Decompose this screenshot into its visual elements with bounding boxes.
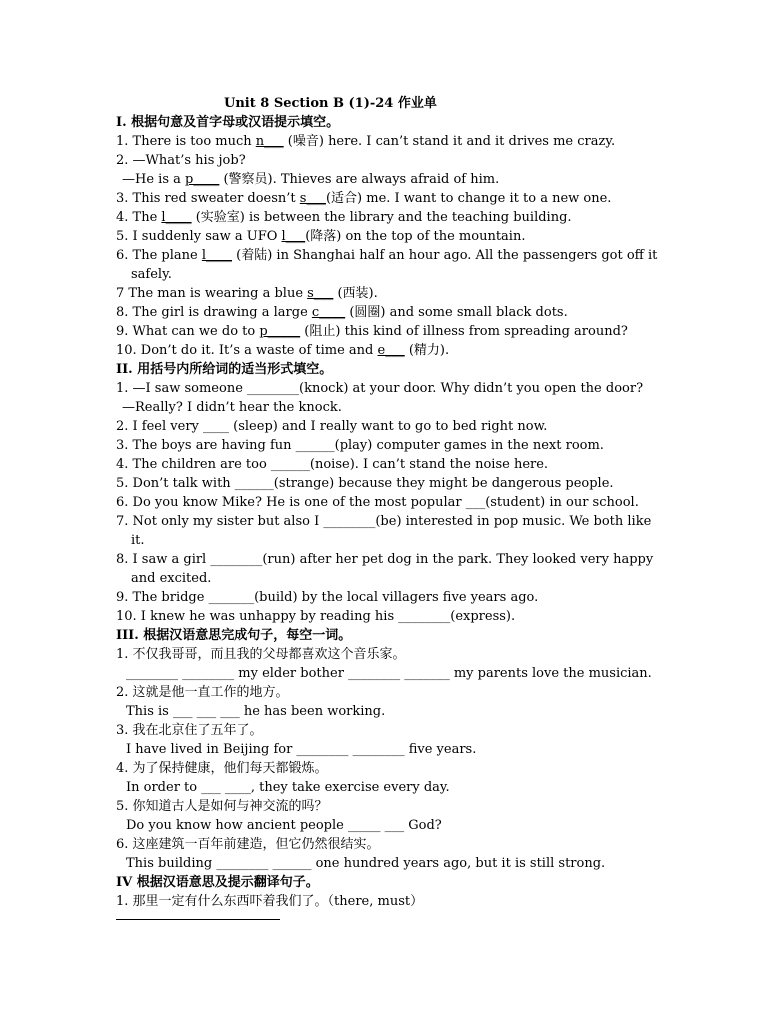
answer-hint: c____	[311, 305, 346, 320]
s1-question-3: 3. This red sweater doesn’t s___(适合) me. I want to change it to a new one.	[116, 191, 612, 206]
answer-hint: s___	[307, 286, 334, 301]
s1-question-8: 8. The girl is drawing a large c____ (圆圈) and some small black dots.	[116, 305, 568, 320]
s3-question-2-chinese: 2. 这就是他一直工作的地方。	[116, 685, 289, 700]
s3-question-6-chinese: 6. 这座建筑一百年前建造，但它仍然很结实。	[116, 837, 380, 852]
s3-question-5-english: Do you know how ancient people _____ ___ God?	[126, 818, 442, 833]
answer-hint: s___	[299, 191, 326, 206]
s1-question-5: 5. I suddenly saw a UFO l___(降落) on the top of the mountain.	[116, 229, 526, 244]
s1-question-4: 4. The l____ (实验室) is between the library and the teaching building.	[116, 210, 572, 225]
answer-hint: e___	[377, 343, 405, 358]
s3-question-6-english: This building ________ ______ one hundred years ago, but it is still strong.	[126, 856, 606, 871]
s2-question-7: 7. Not only my sister but also I ________(be) interested in pop music. We both like	[116, 514, 652, 529]
s3-question-5-chinese: 5. 你知道古人是如何与神交流的吗？	[116, 799, 328, 814]
answer-hint: p_____	[259, 324, 301, 339]
s1-question-9: 9. What can we do to p_____ (阻止) this kind of illness from spreading around?	[116, 324, 628, 339]
s1-question-6-continued: safely.	[131, 267, 172, 282]
answer-hint: p____	[185, 172, 220, 187]
s1-question-6: 6. The plane l____ (着陆) in Shanghai half an hour ago. All the passengers got off it	[116, 248, 658, 263]
s2-question-10: 10. I knew he was unhappy by reading his ________(express).	[116, 609, 516, 624]
s3-question-1-chinese: 1. 不仅我哥哥，而且我的父母都喜欢这个音乐家。	[116, 647, 406, 662]
s2-question-8: 8. I saw a girl ________(run) after her pet dog in the park. They looked very happy	[116, 552, 654, 567]
page-title: Unit 8 Section B (1)-24 作业单	[224, 96, 437, 111]
worksheet-content	[116, 94, 656, 920]
s2-question-6: 6. Do you know Mike? He is one of the most popular ___(student) in our school.	[116, 495, 639, 510]
s2-question-9: 9. The bridge _______(build) by the local villagers five years ago.	[116, 590, 539, 605]
s3-question-4-chinese: 4. 为了保持健康，他们每天都锻炼。	[116, 761, 328, 776]
answer-hint: n___	[255, 134, 284, 149]
s2-question-4: 4. The children are too ______(noise). I can’t stand the noise here.	[116, 457, 549, 472]
s3-question-4-english: In order to ___ ____, they take exercise every day.	[126, 780, 450, 795]
s4-question-1: 1. 那里一定有什么东西吓着我们了。（there, must）	[116, 894, 424, 909]
s2-question-8-continued: and excited.	[131, 571, 212, 586]
s2-question-2: 2. I feel very ____ (sleep) and I really want to go to bed right now.	[116, 419, 548, 434]
answer-hint: l____	[161, 210, 192, 225]
section-1-heading: I. 根据句意及首字母或汉语提示填空。	[116, 115, 340, 130]
section-3-heading: III. 根据汉语意思完成句子，每空一词。	[116, 628, 352, 643]
answer-hint: l___	[281, 229, 306, 244]
s3-question-2-english: This is ___ ___ ___ he has been working.	[126, 704, 386, 719]
s1-question-7: 7 The man is wearing a blue s___ (西装).	[116, 286, 378, 301]
s3-question-3-english: I have lived in Beijing for ________ ________ five years.	[126, 742, 477, 757]
s2-question-7-continued: it.	[131, 533, 145, 548]
s1-question-10: 10. Don’t do it. It’s a waste of time and e___ (精力).	[116, 343, 450, 358]
s2-question-1: 1. —I saw someone ________(knock) at your door. Why didn’t you open the door?	[116, 381, 644, 396]
s1-question-2-answer: —He is a p____ (警察员). Thieves are always afraid of him.	[122, 172, 500, 187]
s1-question-2: 2. —What’s his job?	[116, 153, 246, 168]
s2-question-5: 5. Don’t talk with ______(strange) because they might be dangerous people.	[116, 476, 614, 491]
s2-question-1-reply: —Really? I didn’t hear the knock.	[122, 400, 342, 415]
s2-question-3: 3. The boys are having fun ______(play) computer games in the next room.	[116, 438, 604, 453]
s3-question-3-chinese: 3. 我在北京住了五年了。	[116, 723, 263, 738]
s1-question-1: 1. There is too much n___ (噪音) here. I can’t stand it and it drives me crazy.	[116, 134, 616, 149]
s3-question-1-english: ________ ________ my elder bother ________ _______ my parents love the musician.	[126, 666, 652, 681]
section-2-heading: II. 用括号内所给词的适当形式填空。	[116, 362, 333, 377]
answer-hint: l____	[201, 248, 233, 263]
section-4-heading: IV 根据汉语意思及提示翻译句子。	[116, 875, 319, 890]
answer-blank-line	[116, 919, 280, 920]
